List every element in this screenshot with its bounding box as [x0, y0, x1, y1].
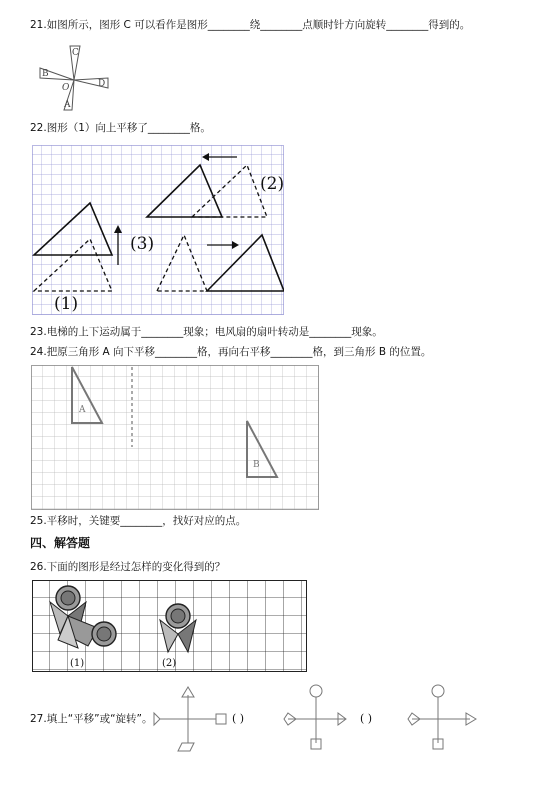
- q25-text: 25.平移时，关键要________，找好对应的点。: [30, 515, 247, 527]
- pinwheel-2: [284, 685, 346, 749]
- label-d: D: [98, 79, 106, 89]
- q27-text: 27.填上“平移”或“旋转”。: [30, 713, 153, 725]
- q21-rotation-figure: [34, 40, 114, 112]
- q22-text: 22.图形（1）向上平移了________格。: [30, 122, 211, 134]
- label-a: A: [79, 405, 86, 415]
- pinwheel-3: [408, 685, 476, 749]
- q22-translation-grid: [32, 145, 284, 315]
- label-1: (1): [70, 658, 85, 669]
- q26-text: 26.下面的图形是经过怎样的变化得到的？: [30, 561, 226, 573]
- blank-1: ( ): [232, 712, 245, 725]
- label-b: B: [253, 460, 260, 470]
- q23-text: 23.电梯的上下运动属于________现象；电风扇的扇叶转动是________现象。: [30, 326, 383, 338]
- label-2: (2): [260, 174, 284, 194]
- label-c: C: [72, 48, 79, 58]
- pinwheel-1: [154, 687, 226, 751]
- blank-2: ( ): [360, 712, 373, 725]
- section-title: 四、解答题: [30, 536, 91, 550]
- label-o: O: [62, 83, 70, 93]
- label-3: (3): [130, 234, 155, 254]
- label-2: (2): [162, 658, 177, 669]
- label-1: (1): [54, 294, 79, 314]
- q26-grid: [32, 580, 307, 672]
- label-a: A: [64, 100, 71, 110]
- q24-grid: [31, 365, 319, 510]
- q21-text: 21.如图所示，图形 C 可以看作是图形________绕________点顺时针方向旋转________得到的。: [30, 19, 471, 31]
- q24-text: 24.把原三角形 A 向下平移________格，再向右平移________格，到三角形 B 的位置。: [30, 346, 432, 358]
- q27-figures: [150, 683, 490, 755]
- label-b: B: [42, 69, 49, 79]
